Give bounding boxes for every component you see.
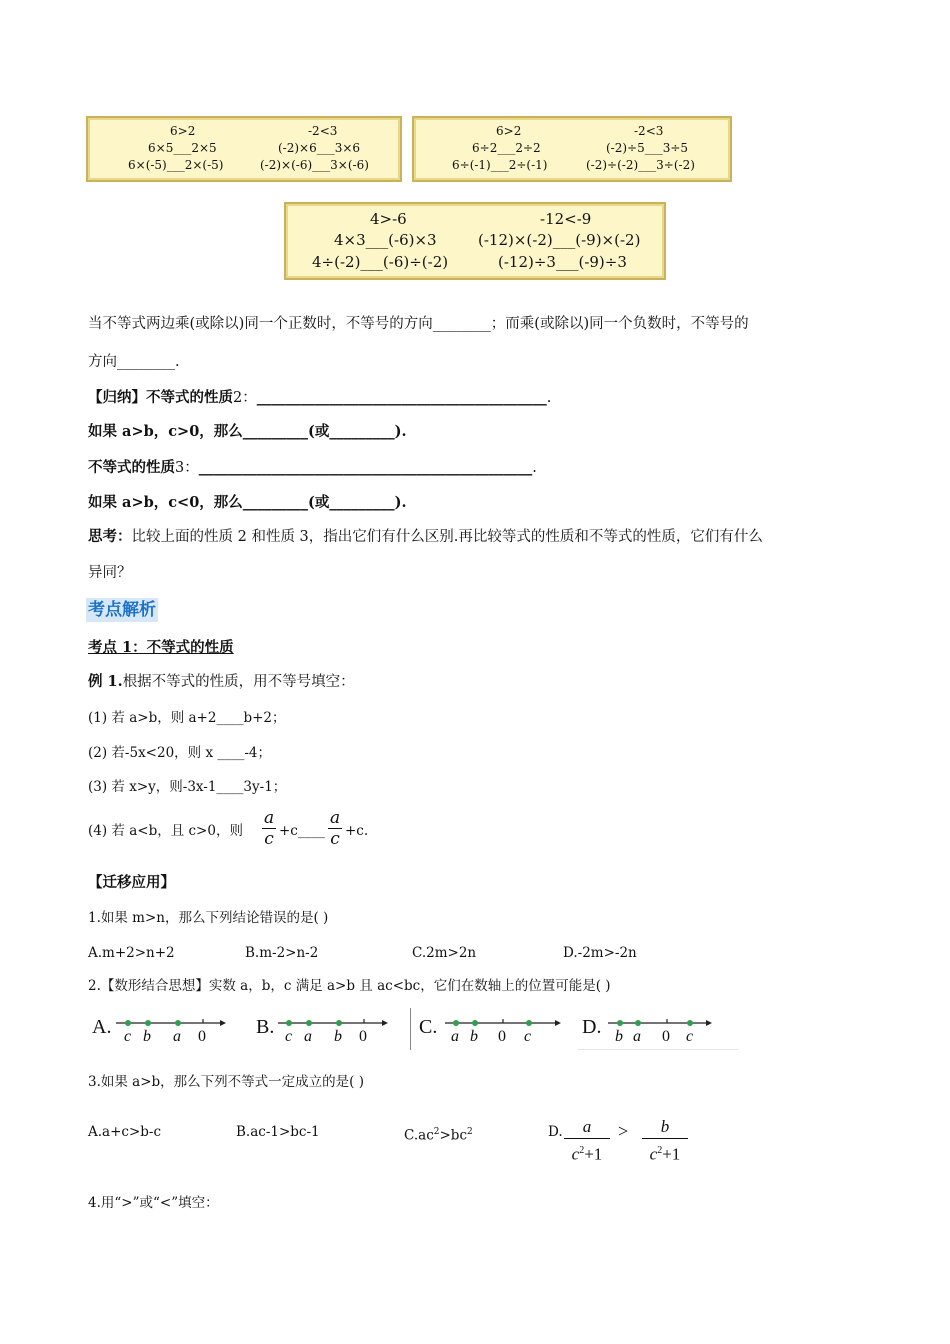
think-line1: [88, 527, 763, 547]
q2-b-v1: c: [285, 1028, 293, 1045]
q3-d-frac1: [564, 1116, 610, 1167]
frac1-den: c: [264, 829, 274, 849]
q2-b-label: B.: [256, 1016, 275, 1038]
example1-line: [88, 672, 355, 692]
box1-right-l3: (-2)×(-6)___3×(-6): [260, 158, 369, 172]
q2-b-v2: a: [304, 1028, 312, 1045]
prop3-num: 3：: [175, 460, 199, 476]
q2-c-label: C.: [419, 1016, 438, 1038]
q2-a-v3: a: [173, 1028, 181, 1045]
q3-d-den2-c: c: [649, 1144, 658, 1164]
q2-b-v3: b: [334, 1028, 342, 1045]
box3-left-l3: 4÷(-2)___(-6)÷(-2): [312, 253, 449, 271]
example1-label: 例 1.: [88, 673, 123, 690]
q3-c-sup1: 2: [433, 1127, 440, 1137]
q2-d-label: D.: [582, 1016, 602, 1038]
example1-text: 根据不等式的性质，用不等号填空：: [122, 674, 355, 690]
example1-frac1: [262, 808, 276, 849]
q2-c-v1: a: [451, 1028, 459, 1045]
example1-q1: (1) 若 a>b，则 a+2____b+2；: [88, 710, 286, 726]
cond3-line: 如果 a>b，c<0，那么_________(或_________).: [88, 494, 407, 511]
box2-right-l2: (-2)÷5___3÷5: [606, 141, 689, 155]
box3-right-l3: (-12)÷3___(-9)÷3: [498, 253, 627, 271]
prop3-line: [88, 458, 537, 478]
q2-d-v2: a: [633, 1028, 641, 1045]
q3-d-frac2: [642, 1116, 688, 1167]
box1-right-l1: -2<3: [308, 124, 338, 138]
box1-left-l2: 6×5___2×5: [148, 141, 217, 155]
q1-option-c: C.2m>2n: [412, 945, 477, 961]
q2-a-v2: b: [143, 1028, 151, 1045]
q2-option-a[interactable]: [90, 1010, 230, 1050]
box2-left-l2: 6÷2___2÷2: [472, 141, 541, 155]
q2-c-zero: 0: [498, 1028, 506, 1045]
q2-d-zero: 0: [662, 1028, 670, 1045]
prop2-blank: ________________________________________: [256, 389, 547, 406]
para1-line2: 方向________.: [88, 354, 180, 370]
q3-d-den2-end: +1: [662, 1144, 681, 1164]
q3-d-den1-c: c: [571, 1144, 580, 1164]
box2-left-l3: 6÷(-1)___2÷(-1): [452, 158, 548, 172]
q2-a-zero: 0: [198, 1028, 206, 1045]
q2-option-c[interactable]: [410, 1008, 571, 1050]
transfer-heading: 【迁移应用】: [88, 874, 175, 891]
para1-line1: 当不等式两边乘(或除以)同一个正数时，不等号的方向________；而乘(或除以)同一个负数时，不等号的: [88, 316, 749, 332]
frac2-den: c: [330, 829, 340, 849]
kaodian1-title: 考点 1：不等式的性质: [88, 639, 234, 656]
q2-b-zero: 0: [359, 1028, 367, 1045]
box1-left-l1: 6>2: [170, 124, 196, 138]
q2-a-label: A.: [92, 1016, 112, 1038]
box3-right-l1: -12<-9: [540, 210, 592, 228]
box2-right-l3: (-2)÷(-2)___3÷(-2): [586, 158, 695, 172]
q2-option-b[interactable]: [254, 1010, 394, 1050]
q2-option-d[interactable]: [578, 1010, 738, 1050]
q3-d-den1: [564, 1139, 610, 1167]
think-text1: 比较上面的性质 2 和性质 3，指出它们有什么区别.再比较等式的性质和不等式的性质，它们有什么: [131, 529, 763, 545]
prop3-blank: ______________________________________________: [198, 459, 533, 476]
q2-c-axis: [411, 1008, 571, 1050]
q2-c-v2: b: [470, 1028, 478, 1045]
example1-q4-mid: +c____: [279, 823, 325, 839]
q3-c-pre: C.ac: [404, 1127, 434, 1144]
q3-d-den1-sup: 2: [579, 1145, 585, 1156]
q3-stem: 3.如果 a>b，那么下列不等式一定成立的是( ): [88, 1074, 364, 1090]
q3-d-gt: >: [618, 1121, 629, 1141]
example1-q3: (3) 若 x>y，则-3x-1____3y-1；: [88, 779, 287, 795]
box2-right-l1: -2<3: [634, 124, 664, 138]
frac1-num: a: [264, 808, 275, 828]
q3-d-den2: [642, 1139, 688, 1167]
q2-stem: 2.【数形结合思想】实数 a，b，c 满足 a>b 且 ac<bc，它们在数轴上的位置可能是( ): [88, 978, 611, 994]
q4-stem: 4.用“>”或“<”填空：: [88, 1195, 219, 1211]
q1-option-a: A.m+2>n+2: [88, 945, 175, 961]
q3-option-d-label: D.: [548, 1124, 563, 1140]
q2-a-axis: [90, 1010, 230, 1050]
q1-stem: 1.如果 m>n，那么下列结论错误的是( ): [88, 910, 329, 926]
example1-q4-pre: (4) 若 a<b，且 c>0，则: [88, 823, 243, 839]
q1-option-b: B.m-2>n-2: [245, 945, 319, 961]
q2-b-axis: [254, 1010, 394, 1050]
prop2-line: [88, 388, 551, 408]
example1-frac2: [328, 808, 342, 849]
example-box-2: [412, 116, 732, 182]
prop3-end: .: [532, 460, 537, 476]
box1-left-l3: 6×(-5)___2×(-5): [128, 158, 224, 172]
box3-left-l1: 4>-6: [370, 210, 407, 228]
q3-d-den2-sup: 2: [657, 1145, 663, 1156]
box2-left-l1: 6>2: [496, 124, 522, 138]
prop2-end: .: [546, 390, 552, 406]
q2-d-v1: b: [615, 1028, 623, 1045]
q3-d-num1: a: [564, 1116, 610, 1139]
q2-c-v3: c: [524, 1028, 532, 1045]
box3-left-l2: 4×3___(-6)×3: [334, 231, 437, 249]
q3-c-sup2: 2: [467, 1127, 473, 1137]
section-heading: 考点解析: [88, 600, 156, 620]
q2-d-axis: [578, 1010, 738, 1050]
example1-q2: (2) 若-5x<20，则 x ____-4；: [88, 745, 272, 761]
q3-d-den1-end: +1: [584, 1144, 603, 1164]
example1-q4-end: +c.: [345, 823, 369, 839]
cond2-line: 如果 a>b，c>0，那么_________(或_________).: [88, 423, 407, 440]
prop3-label: 不等式的性质: [88, 459, 175, 476]
think-label: 思考：: [88, 528, 132, 545]
q2-d-v3: c: [686, 1028, 694, 1045]
q3-d-num2: b: [642, 1116, 688, 1139]
prop2-label: 【归纳】不等式的性质: [88, 389, 233, 406]
example-box-1: [86, 116, 402, 182]
q3-c-mid: >bc: [439, 1127, 467, 1144]
example-box-3: [284, 202, 666, 280]
box1-right-l2: (-2)×6___3×6: [278, 141, 361, 155]
q1-option-d: D.-2m>-2n: [563, 945, 637, 961]
q3-option-b: B.ac-1>bc-1: [236, 1124, 320, 1140]
prop2-num: 2：: [233, 390, 257, 406]
box3-right-l2: (-12)×(-2)___(-9)×(-2): [478, 231, 641, 249]
q3-option-a: A.a+c>b-c: [88, 1124, 162, 1140]
frac2-num: a: [330, 808, 341, 828]
q3-option-c: [404, 1122, 473, 1146]
q2-a-v1: c: [124, 1028, 132, 1045]
think-line2: 异同？: [88, 565, 132, 581]
